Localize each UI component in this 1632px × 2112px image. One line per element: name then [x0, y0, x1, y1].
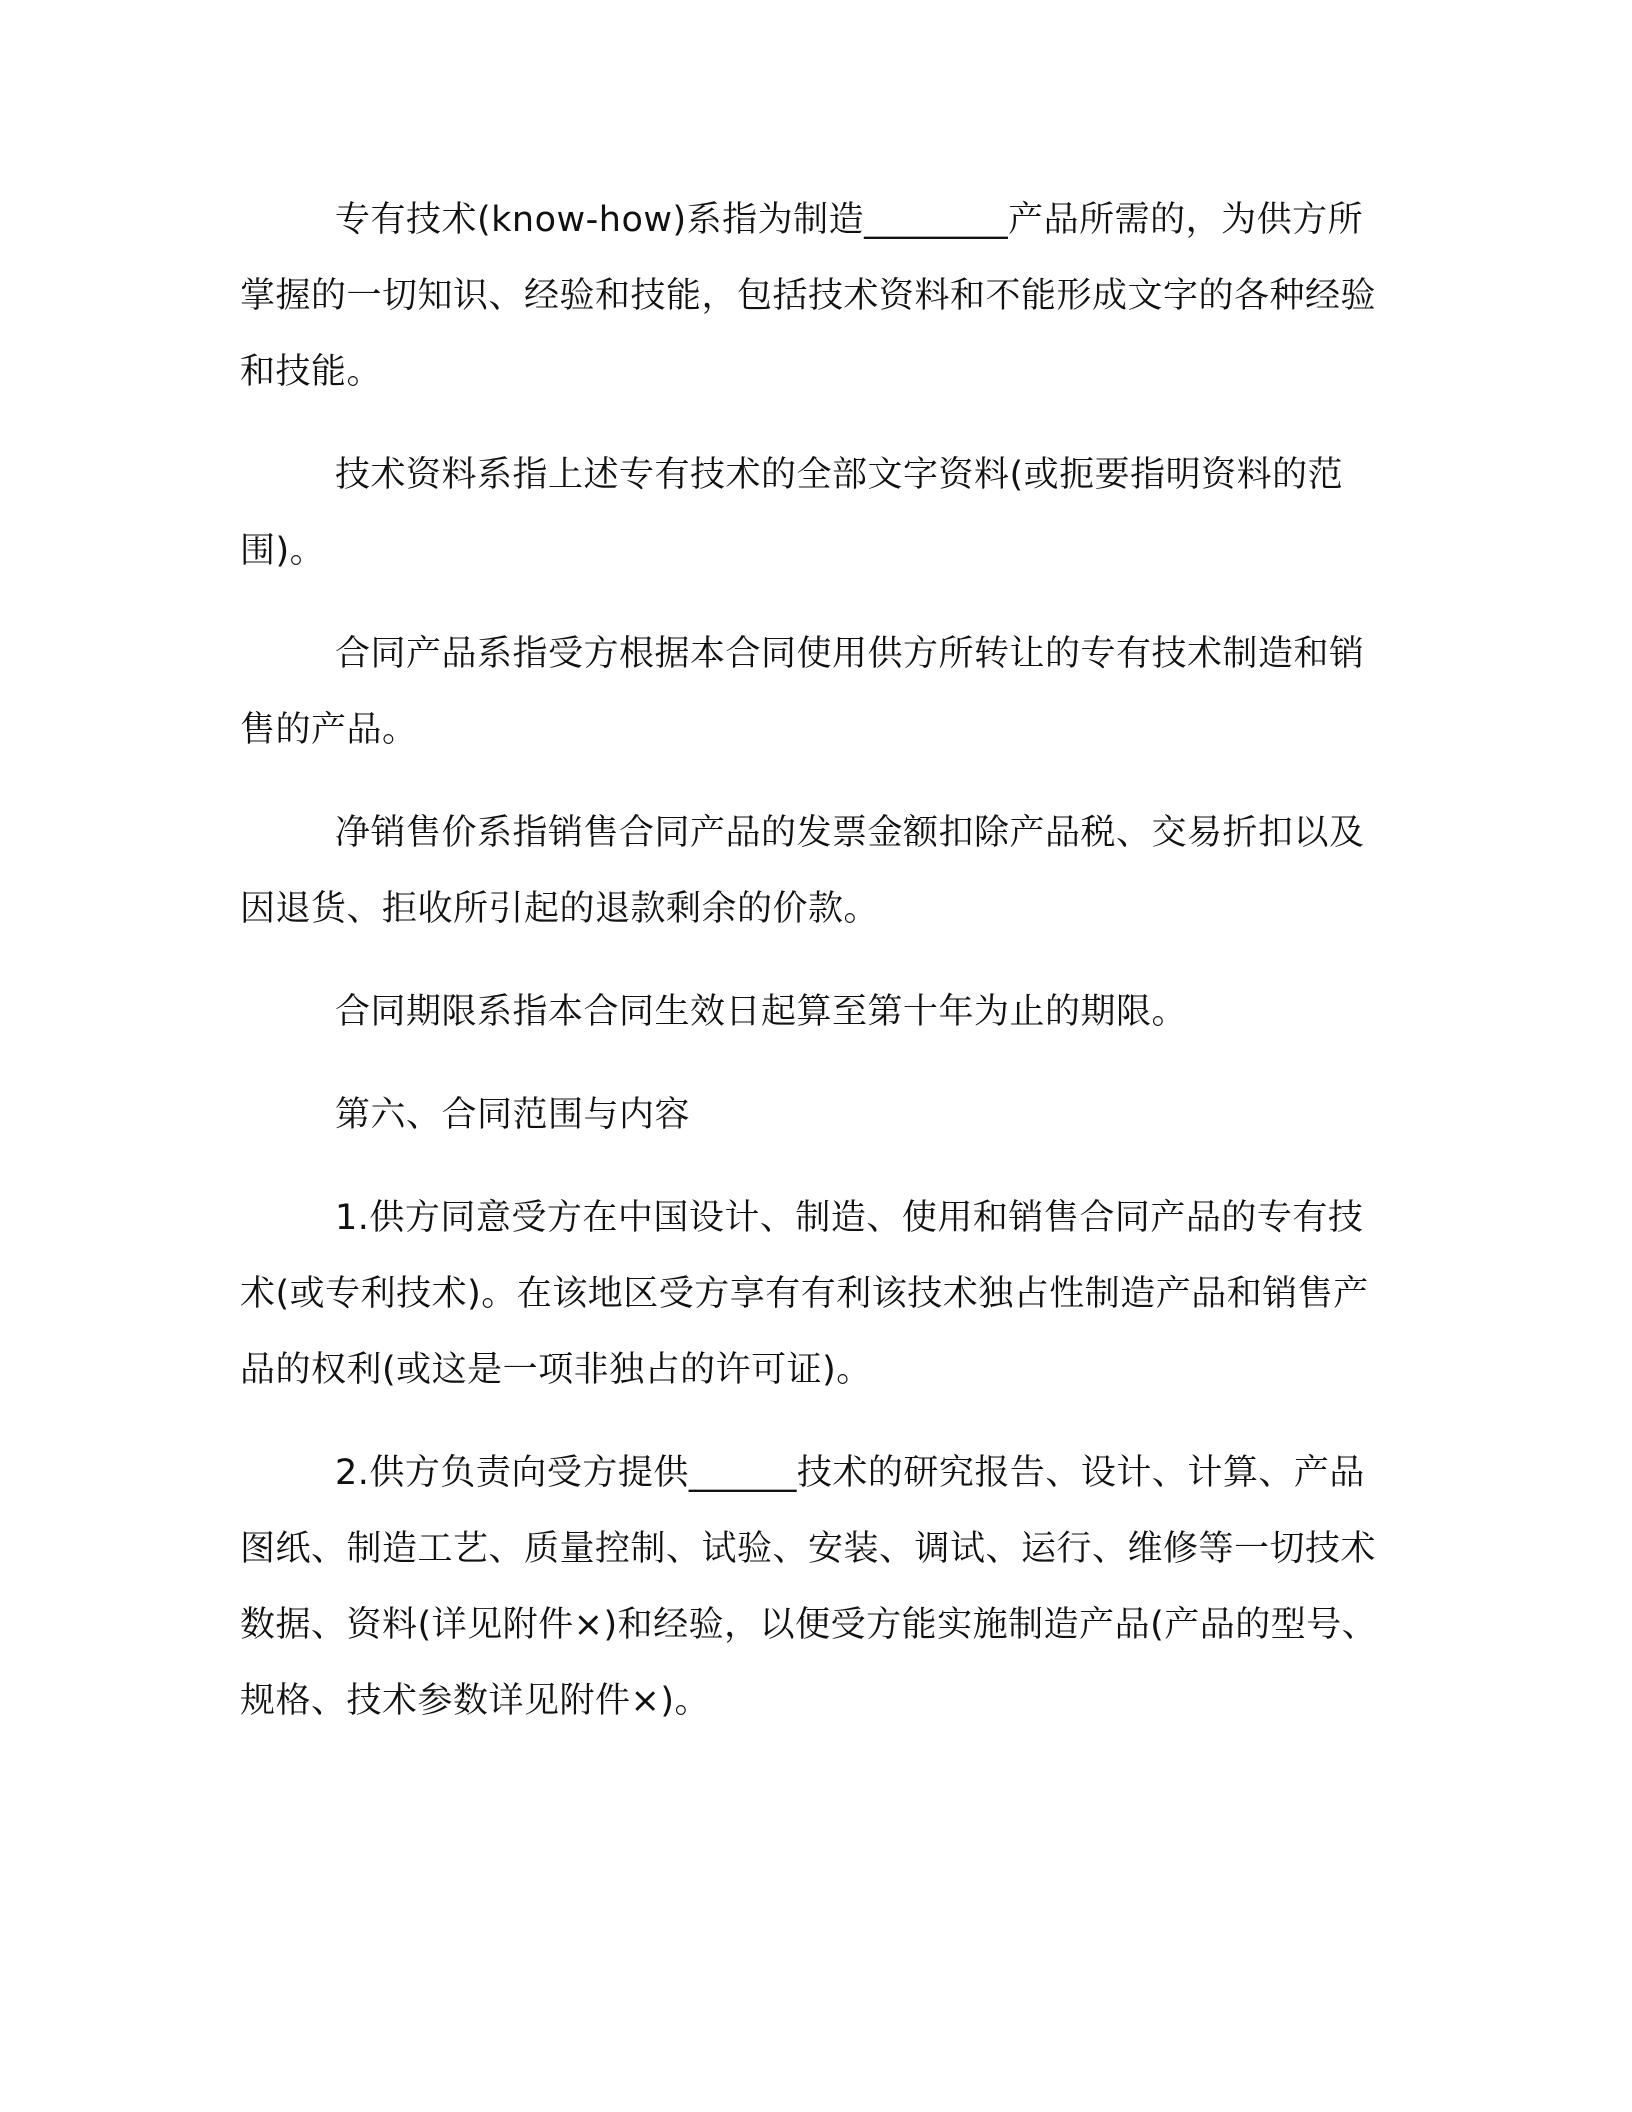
document-page [240, 182, 1380, 1739]
section-heading-scope-and-content: 第六、合同范围与内容 [335, 1095, 691, 1135]
paragraph-net-sales-price-definition: 净销售价系指销售合同产品的发票金额扣除产品税、交易折扣以及因退货、拒收所引起的退款剩余的价款。 [240, 813, 1365, 929]
paragraph-contract-product-definition: 合同产品系指受方根据本合同使用供方所转让的专有技术制造和销售的产品。 [240, 634, 1365, 750]
clause-1-license-grant: 1.供方同意受方在中国设计、制造、使用和销售合同产品的专有技术(或专利技术)。在该地区受方享有有利该技术独占性制造产品和销售产品的权利(或这是一项非独占的许可证)。 [240, 1198, 1369, 1390]
paragraph-technical-data-definition: 技术资料系指上述专有技术的全部文字资料(或扼要指明资料的范围)。 [240, 455, 1344, 571]
paragraph-know-how-definition: 专有技术(know-how)系指为制造________产品所需的，为供方所掌握的一切知识、经验和技能，包括技术资料和不能形成文字的各种经验和技能。 [240, 200, 1377, 392]
paragraph-contract-term-definition: 合同期限系指本合同生效日起算至第十年为止的期限。 [335, 992, 1188, 1032]
clause-2-technical-materials: 2.供方负责向受方提供______技术的研究报告、设计、计算、产品图纸、制造工艺、质量控制、试验、安装、调试、运行、维修等一切技术数据、资料(详见附件×)和经验，以便受方能实施制造产品(产品的型号、规格、技术参数详见附件×)。 [240, 1453, 1378, 1721]
